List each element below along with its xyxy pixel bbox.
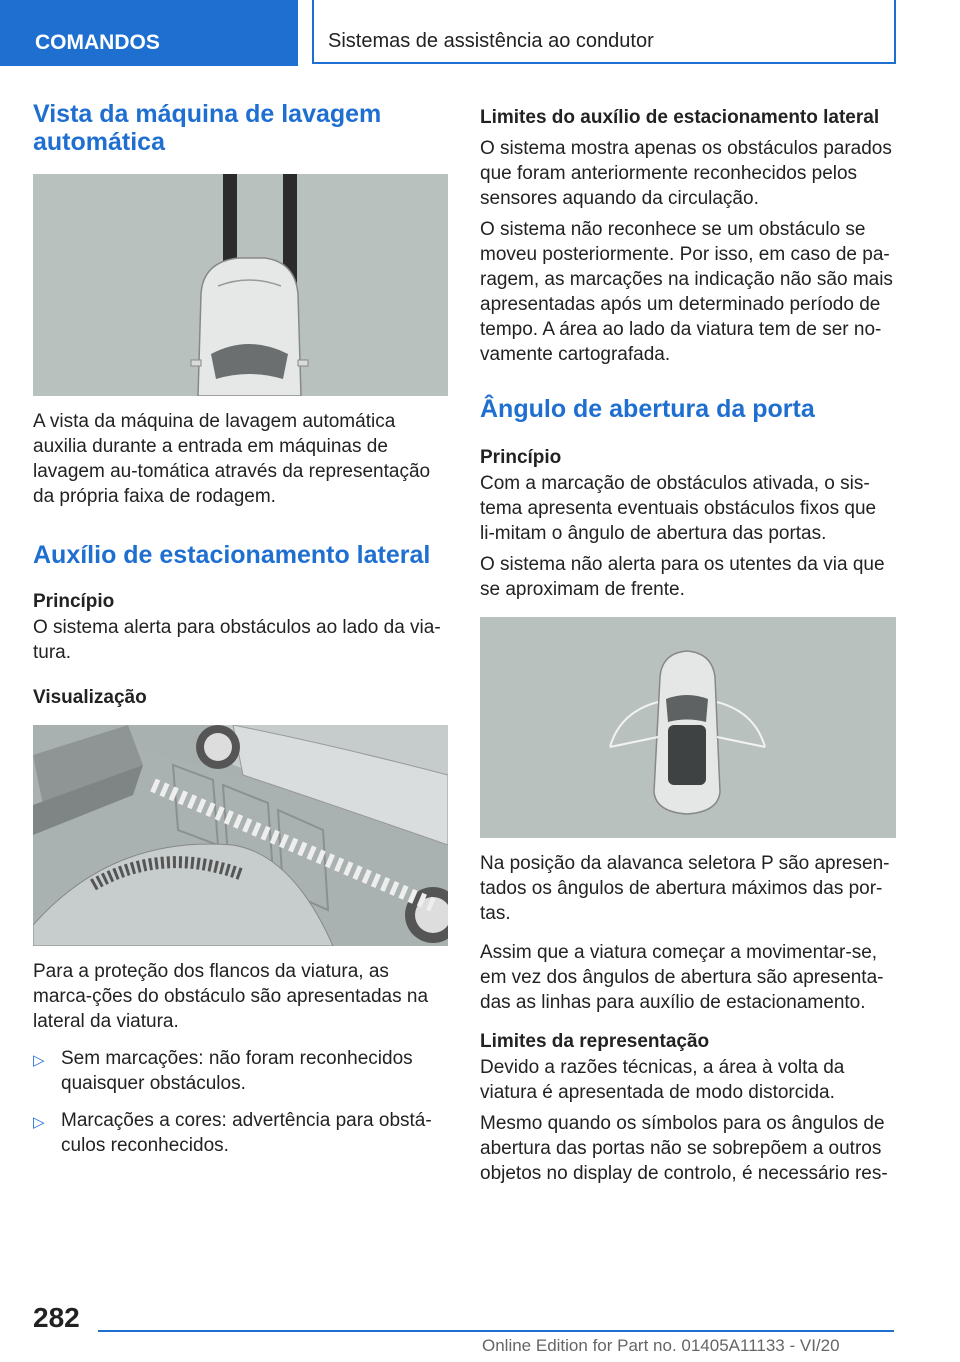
text-door-4: Assim que a viatura começar a movimentar-se, em vez dos ângulos de abertura são apresenta-das as linhas para auxílio de estacionamento. bbox=[480, 942, 884, 1013]
footer-divider bbox=[98, 1330, 894, 1332]
breadcrumb-label: Sistemas de assistência ao condutor bbox=[328, 30, 654, 52]
breadcrumb bbox=[312, 0, 896, 64]
subheading-limits-repr: Limites da representação bbox=[480, 1031, 710, 1052]
text-door-1: Com a marcação de obstáculos ativada, o sis-tema apresenta eventuais obstáculos fixos que li-mitam o ângulo de abertura das portas. bbox=[480, 473, 877, 544]
text-limits-2: O sistema não reconhece se um obstáculo se moveu posteriormente. Por isso, em caso de pa-ragem, as marcações na indicação não são mais apresentadas após um determinado período de tempo. A área ao lado da viatura tem de ser no-vamente cartografada. bbox=[480, 219, 893, 365]
list-item bbox=[33, 1108, 448, 1158]
heading-wash-view: Vista da máquina de lavagem automática bbox=[33, 100, 382, 156]
text-lateral-principle: O sistema alerta para obstáculos ao lado da via-tura. bbox=[33, 617, 441, 663]
heading-door-angle: Ângulo de abertura da porta bbox=[480, 395, 815, 423]
figure-lateral-display bbox=[33, 725, 448, 946]
page-number: 282 bbox=[33, 1302, 80, 1333]
text-door-3: Na posição da alavanca seletora P são apresen-tados os ângulos de abertura máximos das por-tas. bbox=[480, 853, 890, 924]
text-repr-2: Mesmo quando os símbolos para os ângulos de abertura das portas não se sobrepõem a outros objetos no display de controlo, é necessário res- bbox=[480, 1113, 888, 1184]
footer-edition: Online Edition for Part no. 01405A11133 - VI/20 bbox=[482, 1336, 840, 1355]
text-limits-1: O sistema mostra apenas os obstáculos parados que foram anteriormente reconhecidos pelos sensores aquando da circulação. bbox=[480, 138, 892, 209]
right-column bbox=[480, 105, 896, 1186]
heading-lateral-parking: Auxílio de estacionamento lateral bbox=[33, 541, 431, 569]
text-display-description: Para a proteção dos flancos da viatura, as marca-ções do obstáculo são apresentadas na lateral da viatura. bbox=[33, 961, 429, 1032]
subheading-limits-lateral: Limites do auxílio de estacionamento lateral bbox=[480, 107, 880, 128]
subheading-principle-right: Princípio bbox=[480, 447, 562, 468]
left-column bbox=[33, 100, 448, 1158]
section-label: COMANDOS bbox=[35, 31, 160, 54]
list-item bbox=[33, 1046, 448, 1096]
figure-door-angle bbox=[480, 617, 896, 838]
page-header bbox=[0, 0, 960, 68]
text-repr-1: Devido a razões técnicas, a área à volta da viatura é apresentada de modo distorcida. bbox=[480, 1057, 845, 1103]
triangle-bullet-icon: ▷ bbox=[33, 1114, 45, 1131]
list-item-text: Sem marcações: não foram reconhecidos quaisquer obstáculos. bbox=[61, 1048, 413, 1094]
text-door-2: O sistema não alerta para os utentes da via que se aproximam de frente. bbox=[480, 554, 885, 600]
lateral-parking-illustration bbox=[33, 725, 448, 946]
figure-car-wash bbox=[33, 174, 448, 396]
section-tab bbox=[0, 0, 298, 66]
door-angle-illustration bbox=[480, 617, 896, 838]
subheading-principle-left: Princípio bbox=[33, 591, 115, 612]
bullet-list bbox=[33, 1046, 448, 1158]
triangle-bullet-icon: ▷ bbox=[33, 1052, 45, 1069]
list-item-text: Marcações a cores: advertência para obstá-culos reconhecidos. bbox=[61, 1110, 432, 1156]
car-wash-illustration bbox=[33, 174, 448, 396]
text-wash-description: A vista da máquina de lavagem automática auxilia durante a entrada em máquinas de lavagem au-tomática através da representação da própria faixa de rodagem. bbox=[33, 411, 431, 507]
subheading-display: Visualização bbox=[33, 687, 147, 708]
